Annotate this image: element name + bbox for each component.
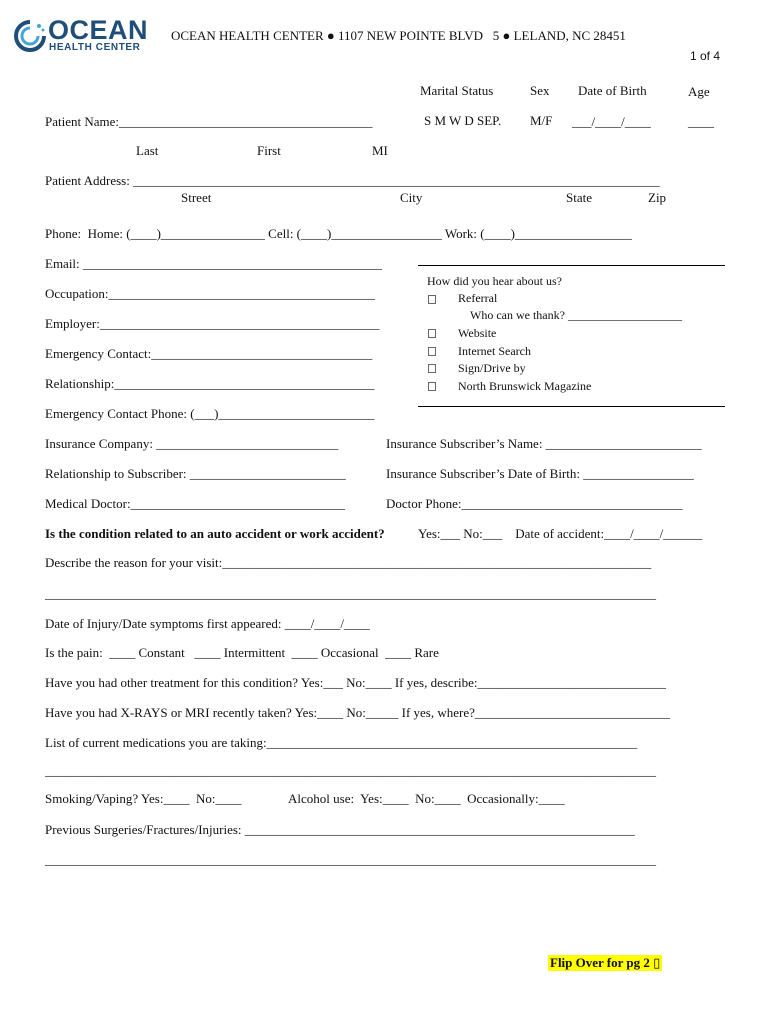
- other-treatment-field[interactable]: Have you had other treatment for this condition? Yes:___ No:____ If yes, describe:_____________________________: [45, 675, 667, 690]
- referral-box-title: How did you hear about us?: [427, 274, 562, 288]
- doctor-phone-field[interactable]: Doctor Phone:__________________________________: [386, 496, 683, 511]
- medications-field[interactable]: List of current medications you are taking:_________________________________________________________: [45, 735, 638, 750]
- accident-answer-fields[interactable]: Yes:___ No:___ Date of accident:____/____/______: [418, 526, 703, 541]
- dob-field[interactable]: ___/____/____: [572, 114, 651, 129]
- pain-type-field[interactable]: Is the pain: ____ Constant ____ Intermittent ____ Occasional ____ Rare: [45, 645, 439, 660]
- middle-initial-caption: MI: [372, 143, 388, 158]
- age-label: Age: [688, 84, 710, 99]
- logo-wordmark: OCEAN: [48, 15, 149, 45]
- accident-question: Is the condition related to an auto accident or work accident?: [45, 526, 385, 541]
- logo-subtitle: HEALTH CENTER: [49, 42, 141, 53]
- relationship-field[interactable]: Relationship:________________________________________: [45, 376, 375, 391]
- internet-search-label: Internet Search: [458, 344, 531, 358]
- internet-search-checkbox[interactable]: [428, 347, 436, 356]
- page-number: 1 of 4: [690, 49, 721, 63]
- sex-options[interactable]: M/F: [530, 113, 553, 128]
- first-name-caption: First: [257, 143, 281, 158]
- employer-field[interactable]: Employer:___________________________________________: [45, 316, 380, 331]
- occupation-field[interactable]: Occupation:_________________________________________: [45, 286, 376, 301]
- patient-address-field[interactable]: Patient Address: _________________________________________________________________________________: [45, 173, 660, 188]
- relationship-to-subscriber-field[interactable]: Relationship to Subscriber: ________________________: [45, 466, 346, 481]
- referral-checkbox[interactable]: [428, 295, 436, 304]
- magazine-label: North Brunswick Magazine: [458, 379, 592, 393]
- thank-field[interactable]: Who can we thank? ___________________: [470, 308, 682, 322]
- magazine-checkbox[interactable]: [428, 382, 436, 391]
- dob-label: Date of Birth: [578, 83, 647, 98]
- wave-circle-icon: [12, 18, 48, 54]
- phone-fields[interactable]: Phone: Home: (____)________________ Cell: (____)_________________ Work: (____)__________________: [45, 226, 632, 241]
- smoking-field[interactable]: Smoking/Vaping? Yes:____ No:____: [45, 791, 242, 806]
- emergency-phone-field[interactable]: Emergency Contact Phone: (___)________________________: [45, 406, 375, 421]
- xray-mri-field[interactable]: Have you had X-RAYS or MRI recently taken? Yes:____ No:_____ If yes, where?______________________________: [45, 705, 670, 720]
- website-label: Website: [458, 326, 497, 340]
- clinic-address: OCEAN HEALTH CENTER ● 1107 NEW POINTE BLVD 5 ● LELAND, NC 28451: [171, 28, 626, 43]
- referral-label: Referral: [458, 291, 498, 305]
- subscriber-dob-field[interactable]: Insurance Subscriber’s Date of Birth: _________________: [386, 466, 694, 481]
- marital-status-label: Marital Status: [420, 83, 494, 98]
- street-caption: Street: [181, 190, 212, 205]
- surgeries-field[interactable]: Previous Surgeries/Fractures/Injuries: ____________________________________________________________: [45, 822, 635, 837]
- email-field[interactable]: Email: ______________________________________________: [45, 256, 382, 271]
- surgeries-line-2[interactable]: ______________________________________________________________________________________________: [45, 852, 656, 867]
- zip-caption: Zip: [648, 190, 667, 205]
- sign-drive-label: Sign/Drive by: [458, 361, 526, 375]
- age-field[interactable]: ____: [688, 114, 714, 129]
- visit-reason-line-2[interactable]: ______________________________________________________________________________________________: [45, 586, 656, 601]
- ocean-health-center-logo: [12, 15, 157, 58]
- marital-status-options[interactable]: S M W D SEP.: [424, 113, 502, 128]
- sign-drive-checkbox[interactable]: [428, 364, 436, 373]
- state-caption: State: [566, 190, 592, 205]
- sex-label: Sex: [530, 83, 550, 98]
- patient-name-field[interactable]: Patient Name:_______________________________________: [45, 114, 373, 129]
- city-caption: City: [400, 190, 423, 205]
- referral-source-box: [418, 265, 725, 407]
- injury-date-field[interactable]: Date of Injury/Date symptoms first appeared: ____/____/____: [45, 616, 370, 631]
- alcohol-field[interactable]: Alcohol use: Yes:____ No:____ Occasionally:____: [288, 791, 565, 806]
- visit-reason-field[interactable]: Describe the reason for your visit:__________________________________________________________________: [45, 555, 652, 570]
- last-name-caption: Last: [136, 143, 159, 158]
- emergency-contact-field[interactable]: Emergency Contact:__________________________________: [45, 346, 373, 361]
- subscriber-name-field[interactable]: Insurance Subscriber’s Name: ________________________: [386, 436, 702, 451]
- medications-line-2[interactable]: ______________________________________________________________________________________________: [45, 763, 656, 778]
- insurance-company-field[interactable]: Insurance Company: ____________________________: [45, 436, 339, 451]
- website-checkbox[interactable]: [428, 329, 436, 338]
- medical-doctor-field[interactable]: Medical Doctor:_________________________________: [45, 496, 346, 511]
- flip-over-note: Flip Over for pg 2 ▯: [550, 955, 661, 970]
